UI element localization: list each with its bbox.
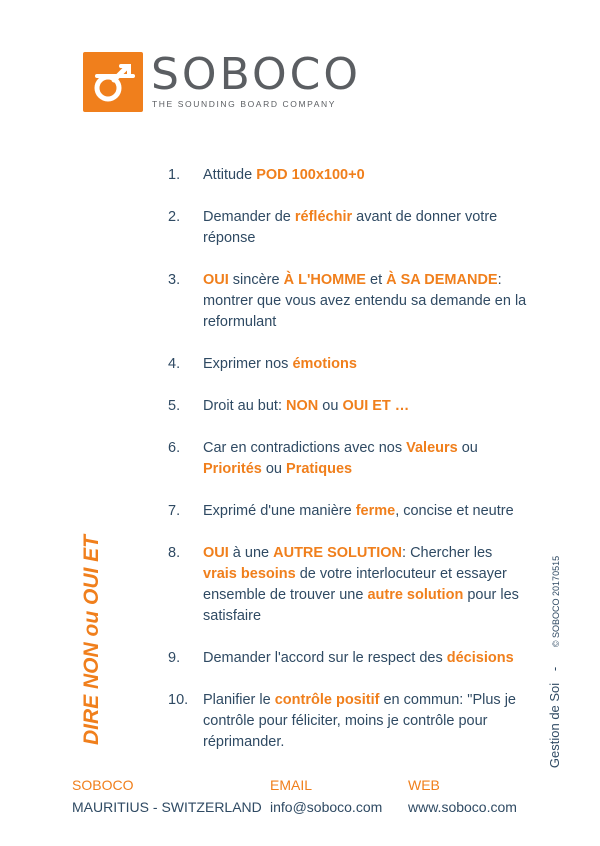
list-item [168,501,528,522]
highlight-text: émotions [292,356,357,372]
side-label-title: Gestion de Soi [547,682,562,769]
highlight-text: Valeurs [406,440,458,456]
footer-email-label: EMAIL [270,777,313,793]
highlight-text: NON [286,398,319,414]
list-item [168,207,528,249]
body-text: Car en contradictions avec nos [203,440,407,456]
list-item [168,690,528,753]
footer-web-label: WEB [408,777,440,793]
side-label [546,556,564,768]
body-text: , concise et neutre [395,503,514,519]
list-item-text [203,438,528,480]
body-text: Demander de [203,209,295,225]
body-text: Exprimer nos [203,356,293,372]
body-text: Planifier le [203,692,275,708]
list-item-text [203,270,528,333]
list-item-text [203,543,528,627]
body-text: et [365,272,387,288]
highlight-text: contrôle positif [274,692,380,708]
list-item [168,438,528,480]
highlight-text: OUI ET … [342,398,410,414]
body-text: sincère [228,272,284,288]
highlight-text: AUTRE SOLUTION [273,545,403,561]
list-item-number: 10. [168,692,189,708]
copyright-text: © SOBOCO 20170515 [551,555,561,648]
highlight-text: OUI [203,272,229,288]
list-item [168,354,528,375]
footer-web-value[interactable]: www.soboco.com [408,799,517,815]
list-item-text [203,165,528,186]
highlight-text: autre solution [367,587,464,603]
highlight-text: réfléchir [294,209,353,225]
logo-tagline: THE SOUNDING BOARD COMPANY [152,99,337,109]
list-item-text [203,501,528,522]
list-item-number: 6. [168,440,181,456]
highlight-text: vrais besoins [203,566,296,582]
body-text: ou [261,461,287,477]
body-text: avant de donner votre réponse [203,209,498,246]
highlight-text: Pratiques [286,461,353,477]
list-item-number: 4. [168,356,181,372]
highlight-text: décisions [446,650,514,666]
list-item-text [203,207,528,249]
body-text: : Chercher les [402,545,493,561]
body-text: : montrer que vous avez entendu sa demande en la reformulant [203,272,527,330]
highlight-text: POD 100x100+0 [256,167,365,183]
logo-wordmark: SOBOCO [151,49,361,100]
list-item [168,648,528,669]
list-item [168,165,528,186]
highlight-text: À SA DEMANDE [386,272,498,288]
body-text: pour les satisfaire [203,587,519,624]
list-item-number: 3. [168,272,181,288]
list-item-number: 1. [168,167,181,183]
highlight-text: Priorités [203,461,262,477]
footer-web [408,774,517,818]
list-item-text [203,396,528,417]
body-text: en commun: "Plus je contrôle pour féliciter, moins je contrôle pour réprimander. [203,692,516,750]
list-item-text [203,648,528,669]
body-text: Exprimé d'une manière [203,503,356,519]
list-item [168,543,528,627]
list-item-number: 5. [168,398,181,414]
soboco-logo-icon [83,52,143,112]
list-item [168,396,528,417]
highlight-text: OUI [203,545,229,561]
footer-company [72,774,262,818]
highlight-text: ferme [355,503,396,519]
list-item-number: 7. [168,503,181,519]
list-item-text [203,354,528,375]
body-text: de votre interlocuteur et essayer ensemble de trouver une [203,566,507,603]
body-text: ou [457,440,478,456]
body-text: à une [228,545,274,561]
list-item-number: 8. [168,545,181,561]
footer-company-value: MAURITIUS - SWITZERLAND [72,799,262,815]
body-text: Droit au but: [203,398,287,414]
list-item-text [203,690,528,753]
list-item [168,270,528,333]
rules-list [168,165,528,753]
footer-email [270,774,382,818]
list-item-number: 9. [168,650,181,666]
body-text: Attitude [203,167,257,183]
footer-email-value[interactable]: info@soboco.com [270,799,383,815]
footer-company-label: SOBOCO [72,777,134,793]
body-text: Demander l'accord sur le respect des [203,650,447,666]
highlight-text: À L'HOMME [283,272,366,288]
side-title: DIRE NON ou OUI ET [80,535,103,745]
side-label-separator: - [547,666,562,672]
body-text: ou [318,398,343,414]
list-item-number: 2. [168,209,181,225]
